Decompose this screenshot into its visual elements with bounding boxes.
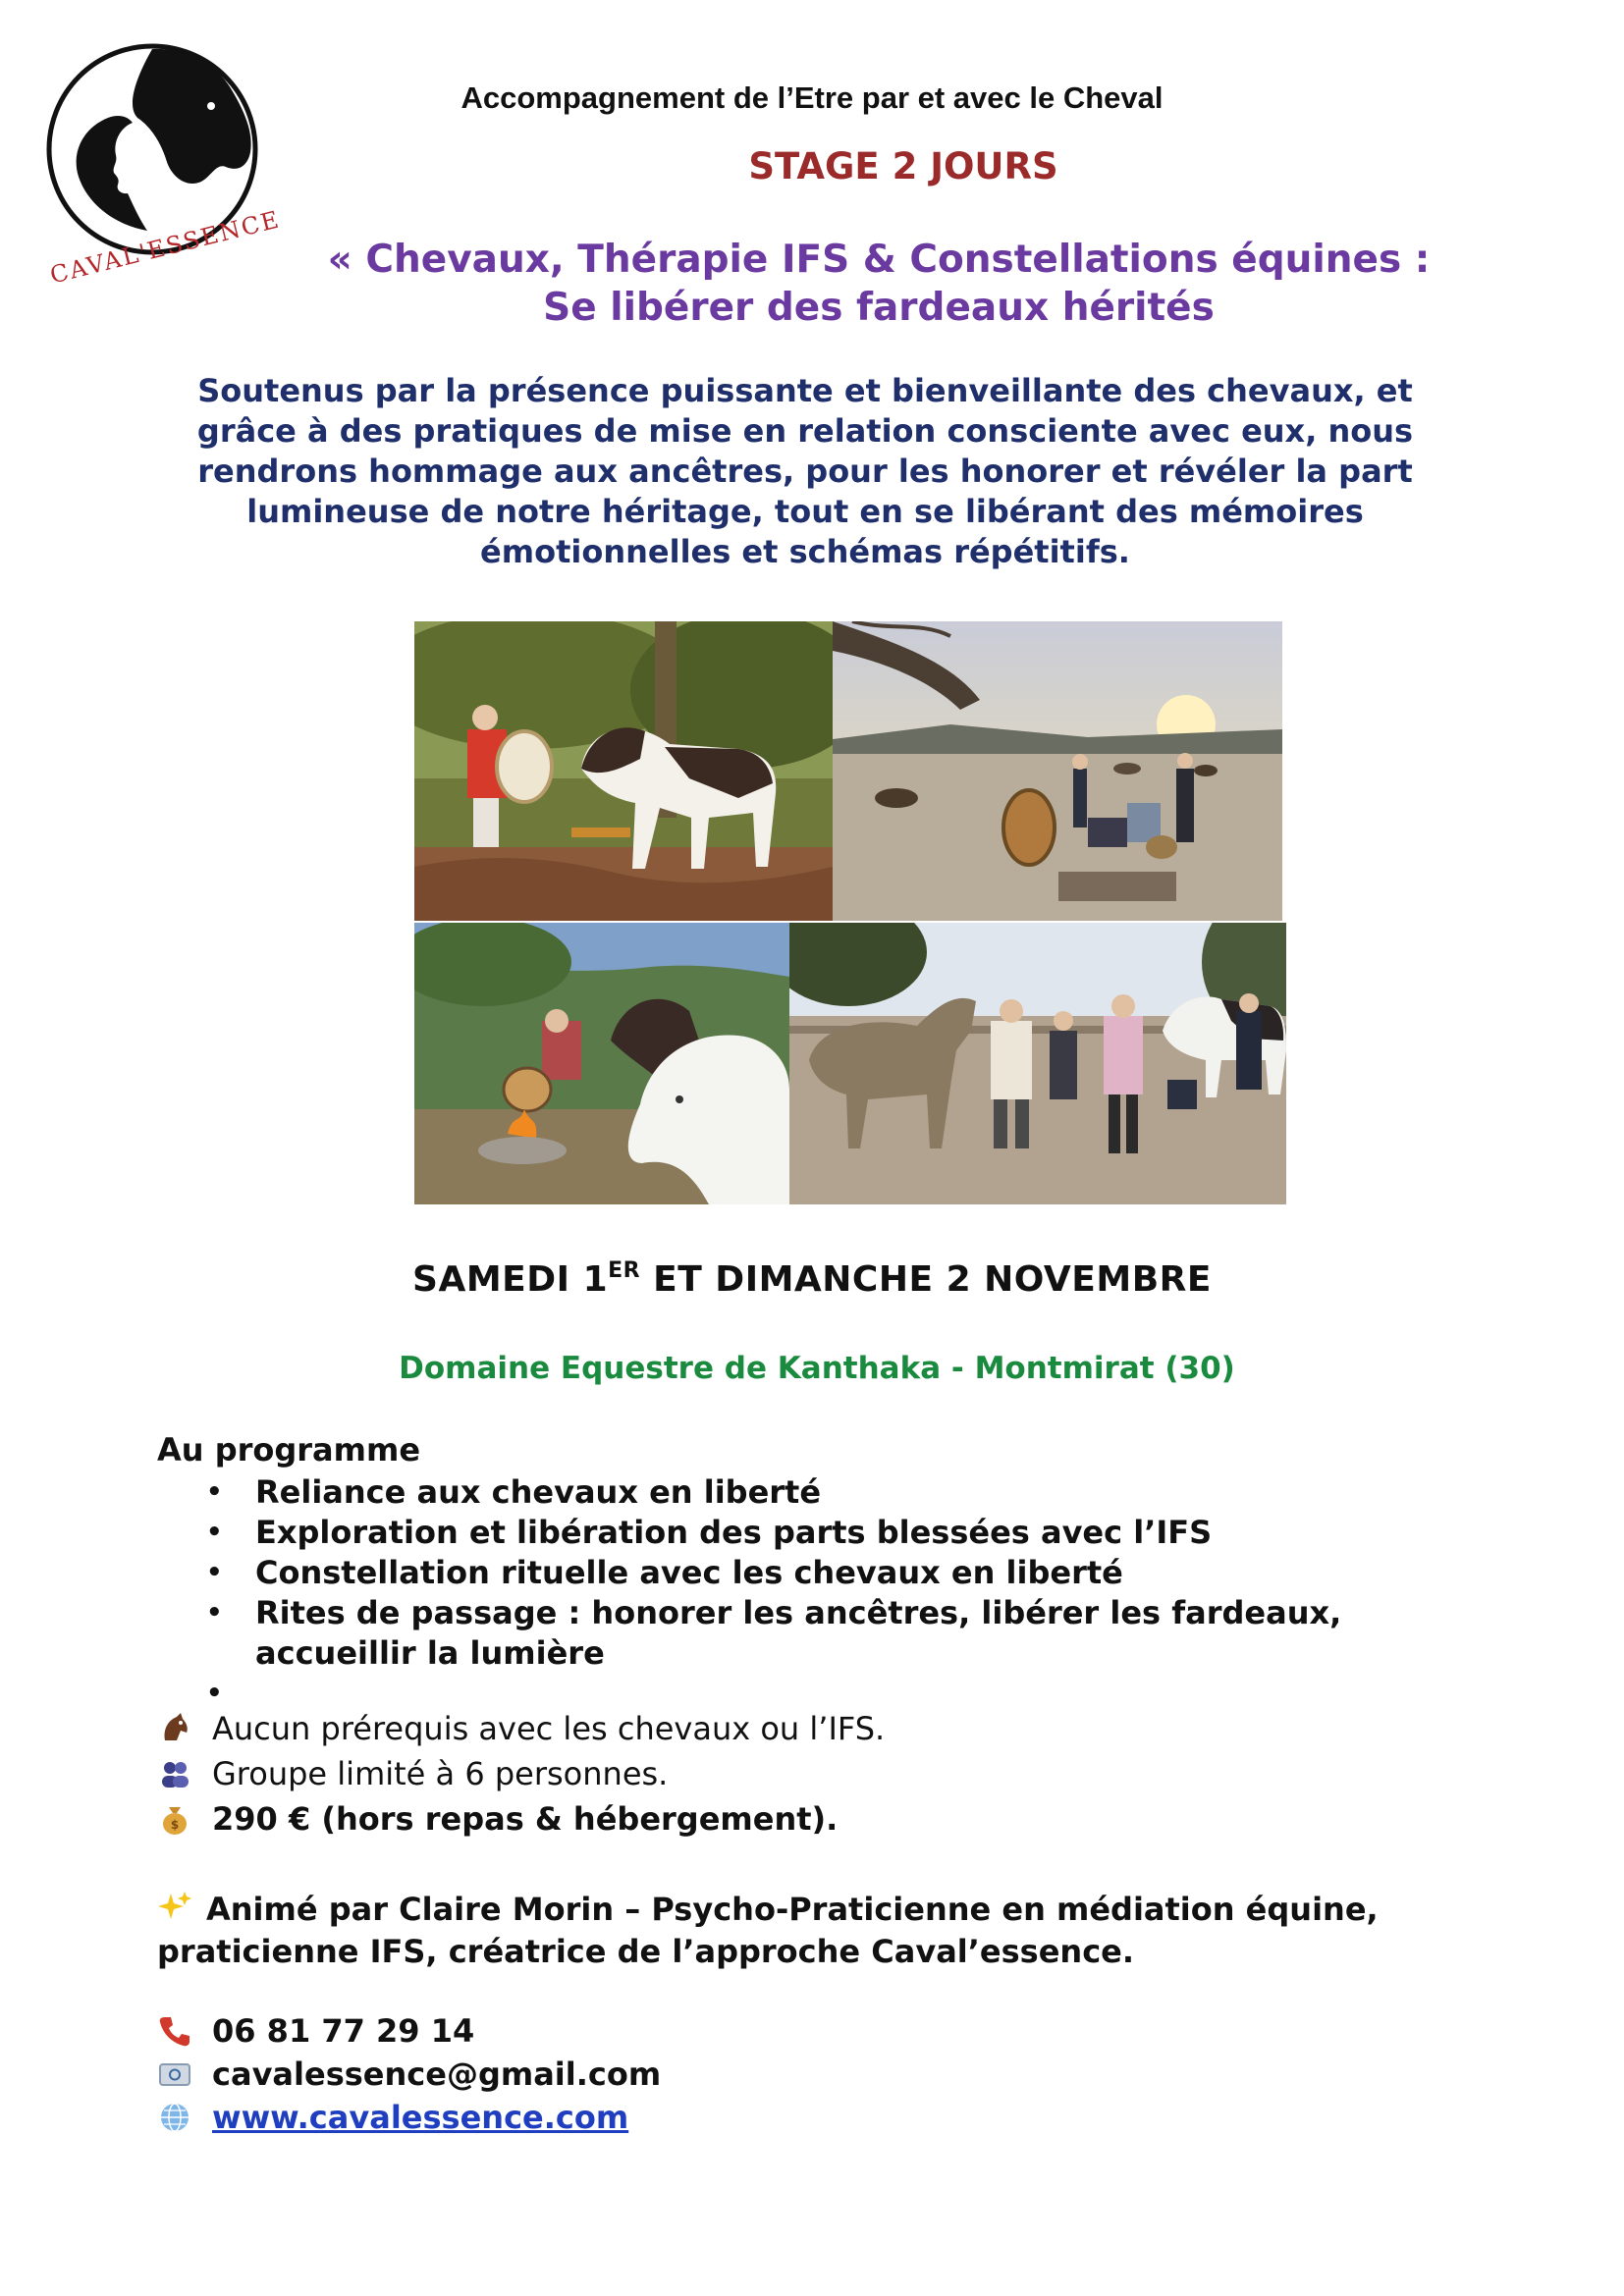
phone-number[interactable]: 06 81 77 29 14 (212, 2012, 475, 2050)
group-size-line: Groupe limité à 6 personnes. (157, 1755, 668, 1792)
main-title-line-2: Se libérer des fardeaux hérités (543, 286, 1215, 330)
intro-line: grâce à des pratiques de mise en relation consciente avec eux, nous (196, 412, 1414, 450)
event-location: Domaine Equestre de Kanthaka - Montmirat (30) (399, 1351, 1235, 1386)
prerequisite-line: Aucun prérequis avec les chevaux ou l’IFS. (157, 1710, 885, 1747)
logo-brand-text: CAVAL'ESSENCE (47, 205, 284, 290)
event-dates (0, 1258, 1624, 1300)
intro-line: émotionnelles et schémas répétitifs. (480, 533, 1130, 570)
photo-fire-white-horse (414, 923, 789, 1204)
price-line: $ 290 € (hors repas & hébergement). (157, 1800, 838, 1838)
email-address[interactable]: cavalessence@gmail.com (212, 2056, 662, 2093)
intro-paragraph (157, 371, 1453, 572)
program-item: • Exploration et libération des parts blessées avec l’IFS (206, 1514, 1213, 1551)
people-icon (157, 1756, 192, 1791)
email-line (157, 2056, 661, 2093)
main-title-line-1: « Chevaux, Thérapie IFS & Constellations équines : (327, 238, 1431, 282)
phone-icon (157, 2013, 192, 2049)
intro-line: lumineuse de notre héritage, tout en se libérant des mémoires (246, 493, 1364, 530)
animator-paragraph: Animé par Claire Morin – Psycho-Praticienne en médiation équine, praticienne IFS, créatrice de l’approche Caval’essence. (157, 1891, 1379, 1970)
svg-text:$: $ (170, 1818, 180, 1832)
intro-line: rendrons hommage aux ancêtres, pour les honorer et révéler la part (197, 453, 1413, 490)
dates-superscript: ER (608, 1258, 641, 1283)
dates-start: SAMEDI 1 (412, 1259, 609, 1300)
program-item: • Constellation rituelle avec les chevaux en liberté (206, 1554, 1123, 1591)
program-list (206, 1472, 1434, 1714)
photo-drum-ritual-horse (414, 621, 833, 921)
program-item: • Rites de passage : honorer les ancêtres, libérer les fardeaux, accueillir la lumière (206, 1594, 1342, 1672)
phone-line (157, 2012, 474, 2050)
website-link[interactable]: www.cavalessence.com (212, 2099, 629, 2136)
photo-sunset-field-group (833, 621, 1282, 921)
program-item-empty: • (206, 1679, 223, 1708)
program-item: • Reliance aux chevaux en liberté (206, 1473, 822, 1511)
photo-group-horses-paddock (789, 923, 1286, 1204)
sparkles-icon (157, 1890, 192, 1925)
globe-icon (157, 2100, 192, 2135)
money-bag-icon (157, 1801, 192, 1837)
header-subtitle: Accompagnement de l’Etre par et avec le Cheval (460, 80, 1164, 115)
horse-icon (157, 1711, 192, 1746)
program-heading: Au programme (157, 1431, 421, 1468)
stage-title: STAGE 2 JOURS (748, 145, 1058, 187)
main-title (236, 236, 1522, 332)
intro-line: Soutenus par la présence puissante et bienveillante des chevaux, et (197, 372, 1413, 409)
email-icon (157, 2056, 192, 2092)
website-line (157, 2099, 628, 2136)
dates-end: ET DIMANCHE 2 NOVEMBRE (640, 1259, 1212, 1300)
